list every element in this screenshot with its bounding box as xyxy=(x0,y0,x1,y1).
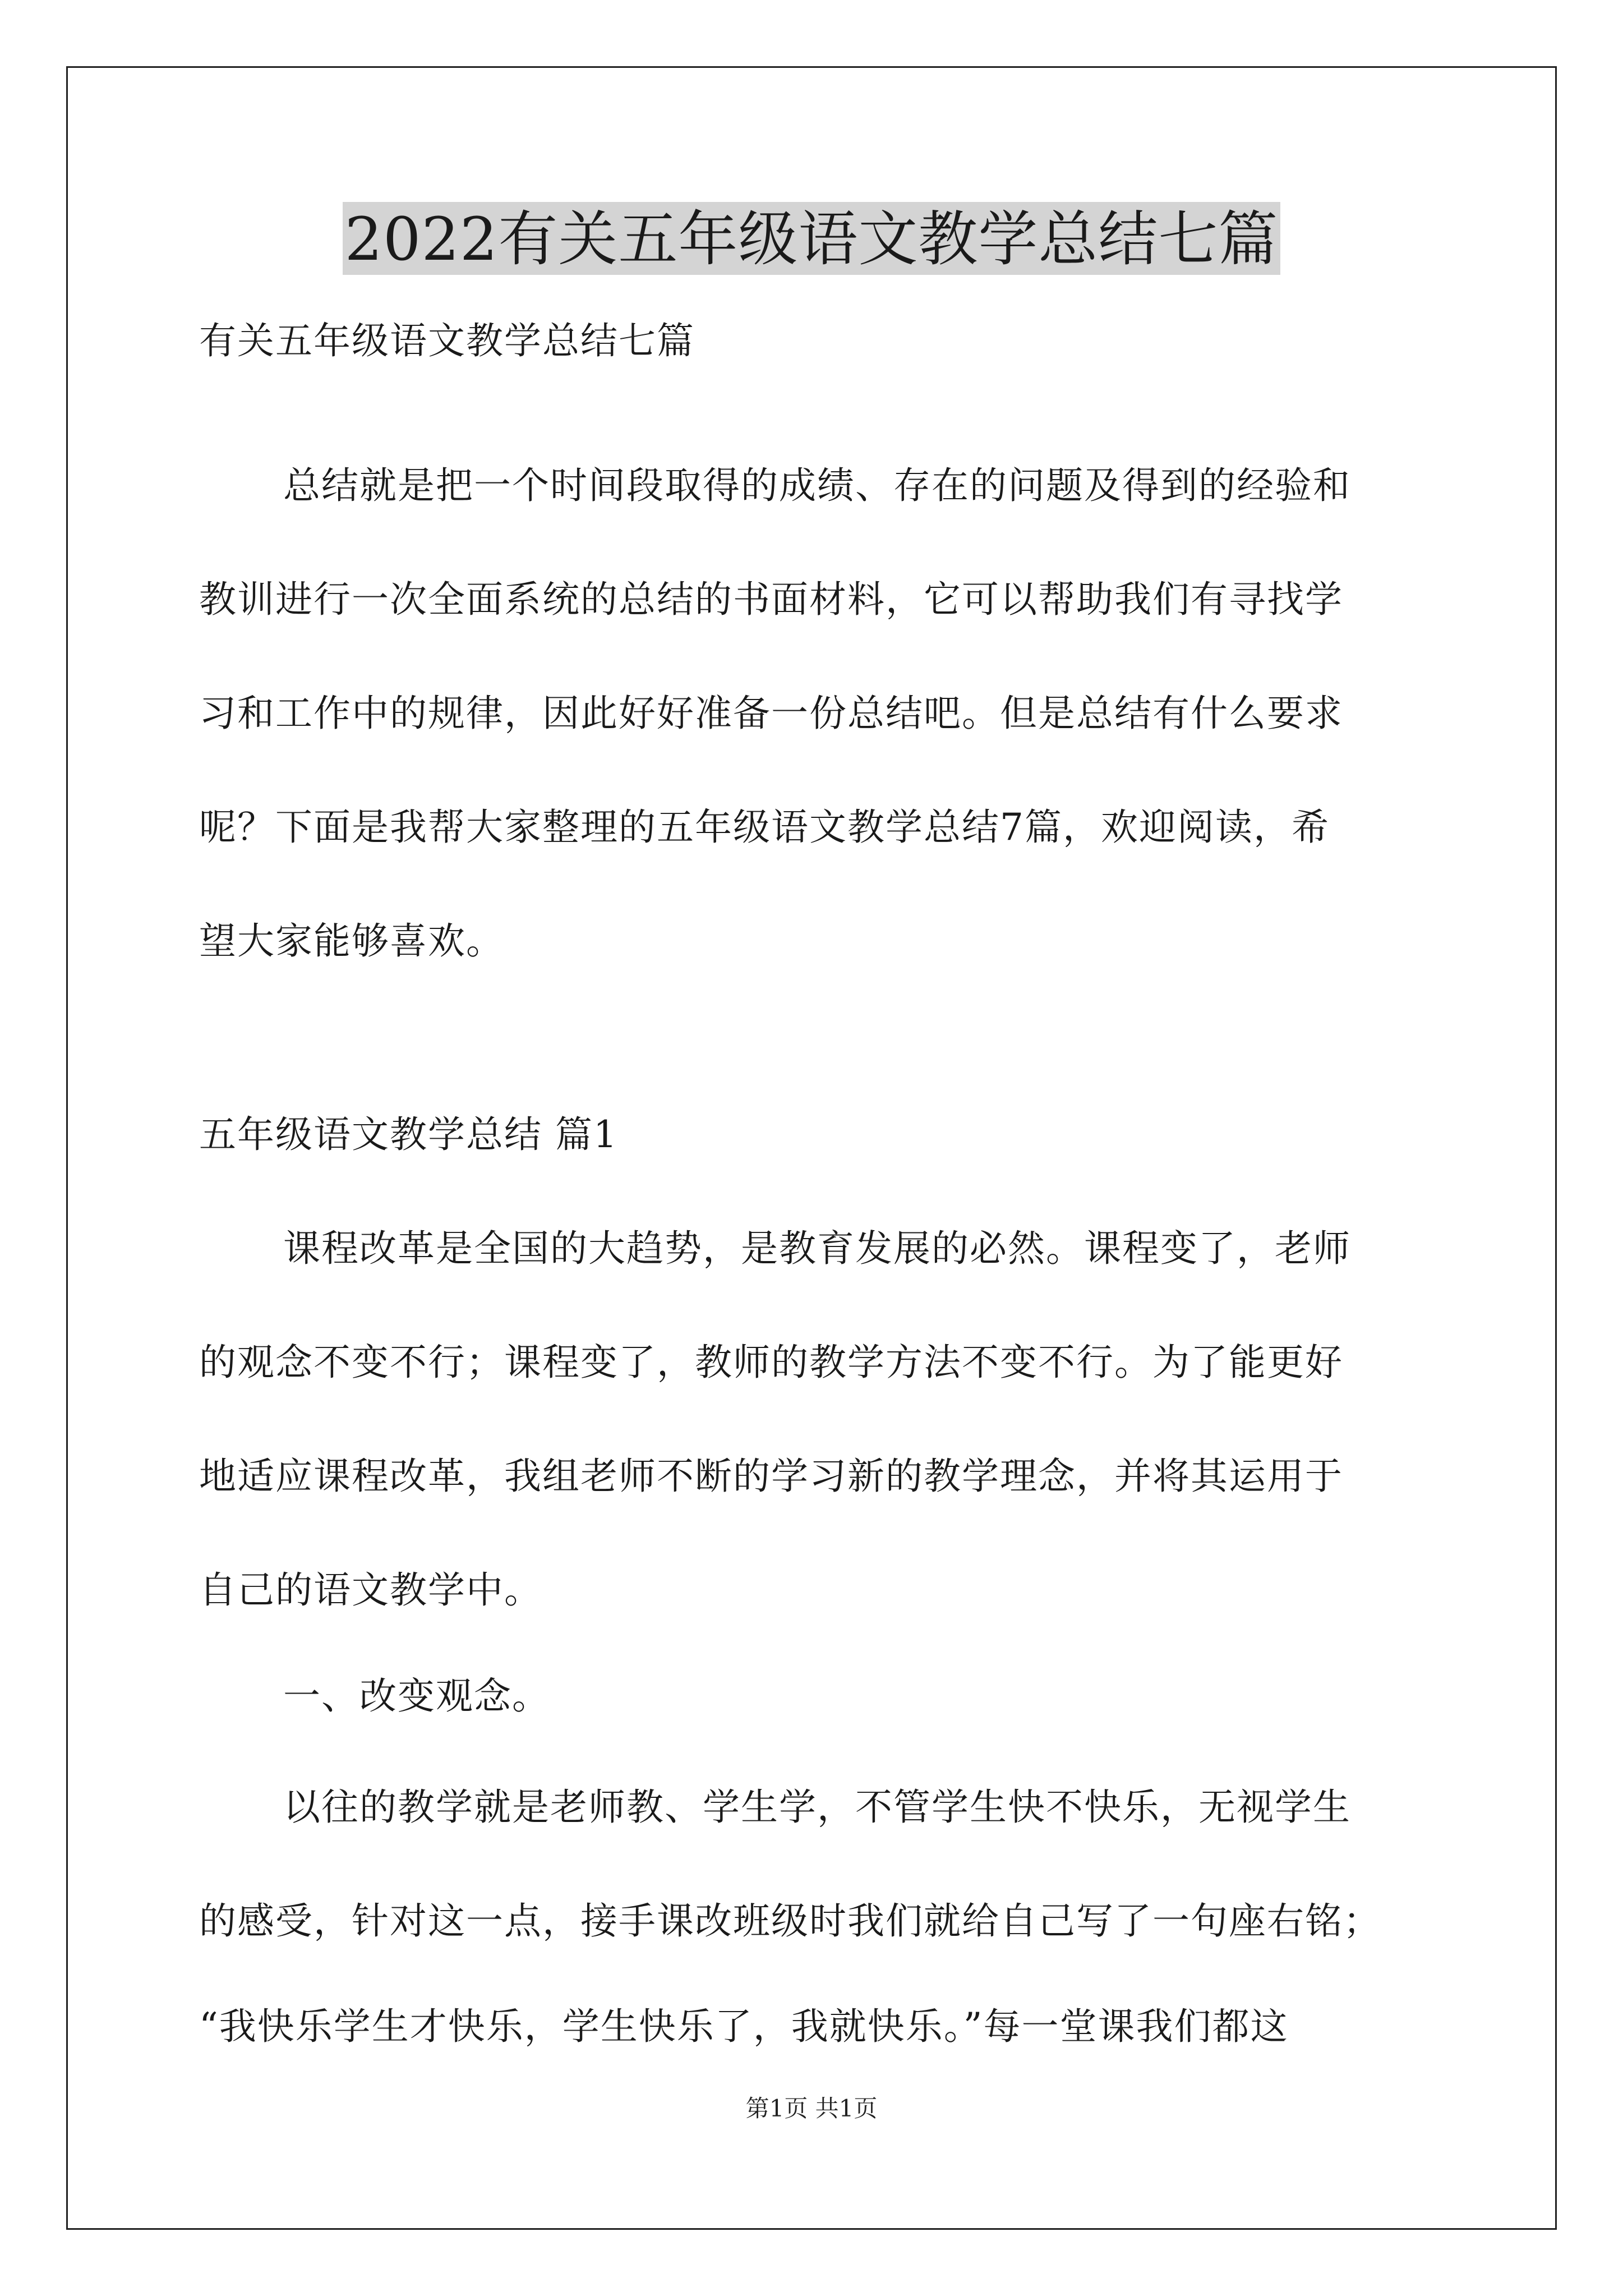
paragraph-line: 总结就是把一个时间段取得的成绩、存在的问题及得到的经验和 xyxy=(283,464,1351,507)
paragraph-line: 习和工作中的规律，因此好好准备一份总结吧。但是总结有什么要求 xyxy=(199,692,1343,735)
section-heading: 五年级语文教学总结 篇1 xyxy=(199,1113,618,1156)
paragraph-line: 课程改革是全国的大趋势，是教育发展的必然。课程变了，老师 xyxy=(283,1227,1351,1270)
subsection-heading: 一、改变观念。 xyxy=(283,1674,550,1718)
document-title: 2022有关五年级语文教学总结七篇 xyxy=(0,202,1623,275)
paragraph-line: 的观念不变不行；课程变了，教师的教学方法不变不行。为了能更好 xyxy=(199,1341,1343,1384)
paragraph-line: “我快乐学生才快乐，学生快乐了，我就快乐。”每一堂课我们都这 xyxy=(199,2005,1289,2048)
paragraph-line: 自己的语文教学中。 xyxy=(199,1568,542,1612)
document-subtitle: 有关五年级语文教学总结七篇 xyxy=(199,319,695,362)
paragraph-line: 地适应课程改革，我组老师不断的学习新的教学理念，并将其运用于 xyxy=(199,1455,1343,1498)
paragraph-line: 的感受，针对这一点，接手课改班级时我们就给自己写了一句座右铭； xyxy=(199,1899,1381,1943)
paragraph-line: 以往的教学就是老师教、学生学，不管学生快不快乐，无视学生 xyxy=(283,1786,1351,1829)
paragraph-line: 教训进行一次全面系统的总结的书面材料，它可以帮助我们有寻找学 xyxy=(199,578,1343,621)
page-footer: 第1页 共1页 xyxy=(745,2095,878,2122)
paragraph-line: 望大家能够喜欢。 xyxy=(199,919,504,963)
paragraph-line: 呢？下面是我帮大家整理的五年级语文教学总结7篇，欢迎阅读，希 xyxy=(199,806,1330,849)
